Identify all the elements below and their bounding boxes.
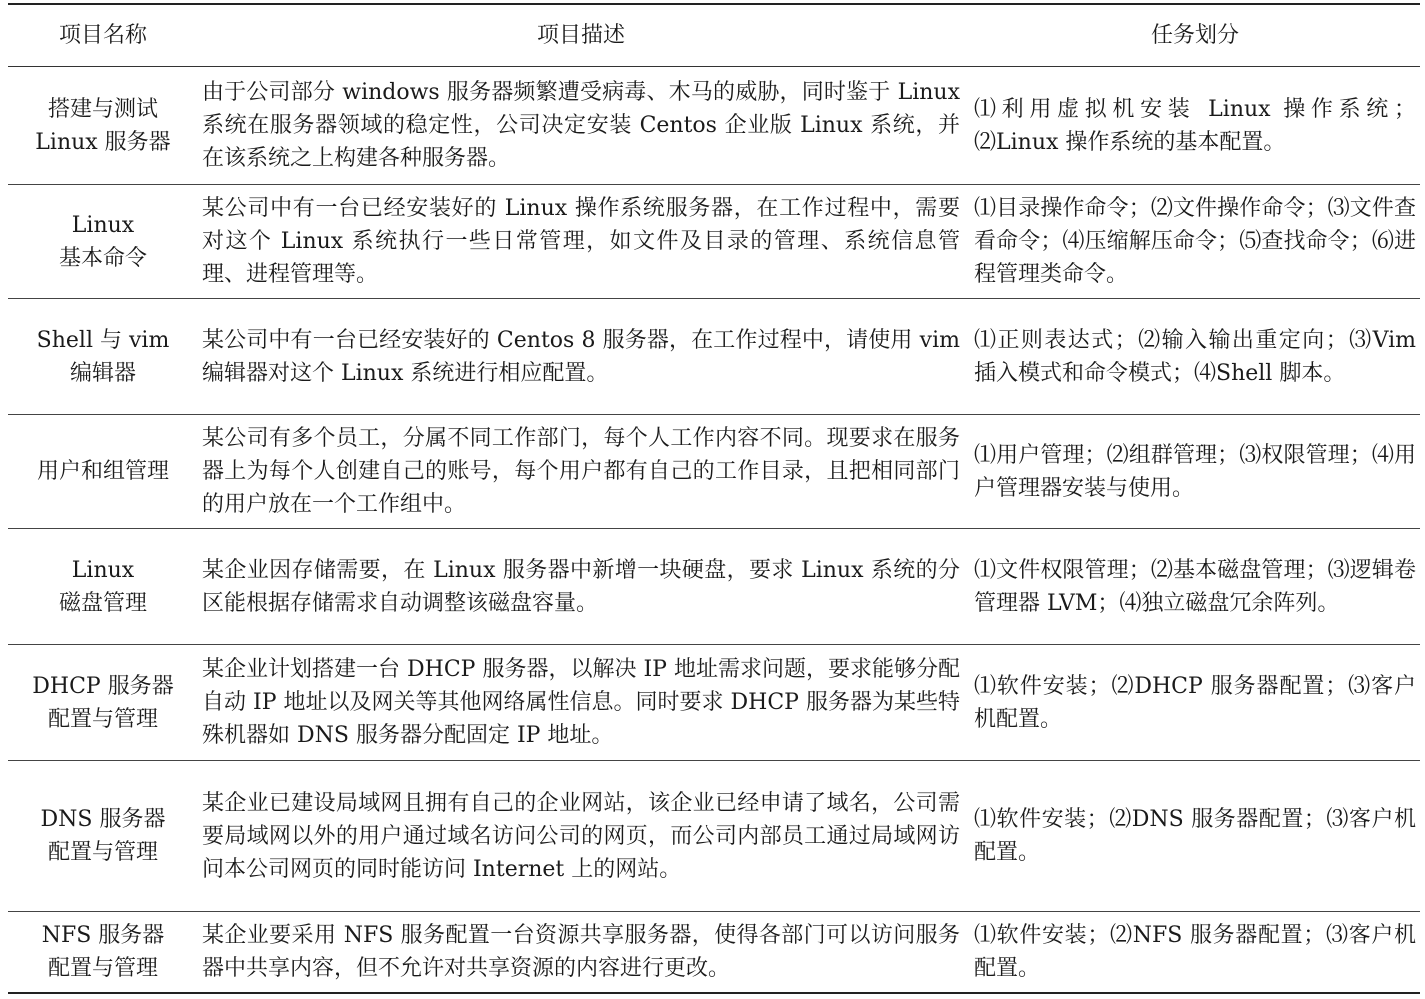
table-row: [8, 912, 1420, 992]
task-division-cell: ⑴软件安装；⑵DNS 服务器配置；⑶客户机配置。: [974, 807, 1416, 865]
project-name-cell: [8, 919, 198, 985]
project-name-cell: [8, 93, 198, 159]
project-description-cell: 由于公司部分 windows 服务器频繁遭受病毒、木马的威胁，同时鉴于 Linux 系统在服务器领域的稳定性，公司决定安装 Centos 企业版 Linux 系统，并在该系统之上构建各种服务器。: [202, 80, 960, 171]
project-name-line: 配置与管理: [47, 956, 158, 981]
table-row: [8, 67, 1420, 185]
task-division-cell: ⑴用户管理；⑵组群管理；⑶权限管理；⑷用户管理器安装与使用。: [974, 442, 1416, 501]
task-division-cell: ⑴正则表达式；⑵输入输出重定向；⑶Vim 插入模式和命令模式；⑷Shell 脚本。: [974, 327, 1416, 386]
project-name-line: Shell 与 vim: [36, 327, 170, 353]
header-project-description: 项目描述: [536, 23, 625, 48]
project-name-cell: [8, 670, 198, 736]
project-name-cell: [8, 554, 198, 620]
table-row: [8, 185, 1420, 299]
project-description-cell: 某公司有多个员工，分属不同工作部门，每个人工作内容不同。现要求在服务器上为每个人创建自己的账号，每个用户都有自己的工作目录，且把相同部门的用户放在一个工作组中。: [202, 426, 960, 517]
project-name-line: NFS 服务器: [41, 923, 165, 948]
header-task-division: 任务划分: [1150, 23, 1239, 48]
task-division-cell: ⑴软件安装；⑵DHCP 服务器配置；⑶客户机配置。: [974, 673, 1416, 732]
task-division-cell: ⑴目录操作命令；⑵文件操作命令；⑶文件查看命令；⑷压缩解压命令；⑸查找命令；⑹进程管理类命令。: [974, 196, 1416, 287]
project-name-line: Linux: [71, 212, 135, 238]
task-division-cell: ⑴软件安装；⑵NFS 服务器配置；⑶客户机配置。: [974, 923, 1416, 981]
project-name-line: 磁盘管理: [58, 590, 147, 616]
project-name-cell: [8, 455, 198, 488]
table-header-row: [8, 5, 1420, 67]
header-project-name: 项目名称: [58, 23, 147, 48]
project-name-cell: [8, 803, 198, 869]
table-row: [8, 645, 1420, 761]
project-name-line: 配置与管理: [47, 840, 158, 865]
project-name-line: 配置与管理: [47, 706, 158, 732]
task-division-cell: ⑴利用虚拟机安装 Linux 操作系统；⑵Linux 操作系统的基本配置。: [974, 96, 1416, 155]
project-description-cell: 某企业计划搭建一台 DHCP 服务器，以解决 IP 地址需求问题，要求能够分配自动 IP 地址以及网关等其他网络属性信息。同时要求 DHCP 服务器为某些特殊机器如 DNS 服务器分配固定 IP 地址。: [202, 657, 960, 748]
project-name-cell: [8, 324, 198, 390]
project-name-line: DHCP 服务器: [32, 673, 174, 699]
project-name-line: 用户和组管理: [36, 459, 169, 484]
table-row: [8, 529, 1420, 645]
project-name-line: 编辑器: [69, 360, 136, 386]
project-description-cell: 某公司中有一台已经安装好的 Linux 操作系统服务器，在工作过程中，需要对这个 Linux 系统执行一些日常管理，如文件及目录的管理、系统信息管理、进程管理等。: [202, 196, 960, 287]
project-description-cell: 某企业要采用 NFS 服务配置一台资源共享服务器，使得各部门可以访问服务器中共享内容，但不允许对共享资源的内容进行更改。: [202, 923, 960, 981]
table-bottom-rule: [8, 992, 1420, 994]
project-name-line: DNS 服务器: [40, 807, 166, 832]
task-division-cell: ⑴文件权限管理；⑵基本磁盘管理；⑶逻辑卷管理器 LVM；⑷独立磁盘冗余阵列。: [974, 557, 1416, 616]
project-table: [8, 0, 1420, 994]
project-description-cell: 某企业已建设局域网且拥有自己的企业网站，该企业已经申请了域名，公司需要局域网以外的用户通过域名访问公司的网页，而公司内部员工通过局域网访问本公司网页的同时能访问 Internet 上的网站。: [202, 790, 960, 882]
project-name-line: Linux 服务器: [35, 129, 171, 155]
project-name-line: Linux: [71, 557, 135, 583]
project-name-line: 基本命令: [58, 245, 147, 271]
project-description-cell: 某企业因存储需要，在 Linux 服务器中新增一块硬盘，要求 Linux 系统的分区能根据存储需求自动调整该磁盘容量。: [202, 557, 960, 616]
table-row: [8, 761, 1420, 912]
project-name-line: 搭建与测试: [47, 96, 158, 122]
project-name-cell: [8, 209, 198, 275]
project-description-cell: 某公司中有一台已经安装好的 Centos 8 服务器，在工作过程中，请使用 vim 编辑器对这个 Linux 系统进行相应配置。: [202, 327, 960, 386]
table-row: [8, 415, 1420, 529]
table-row: [8, 299, 1420, 415]
